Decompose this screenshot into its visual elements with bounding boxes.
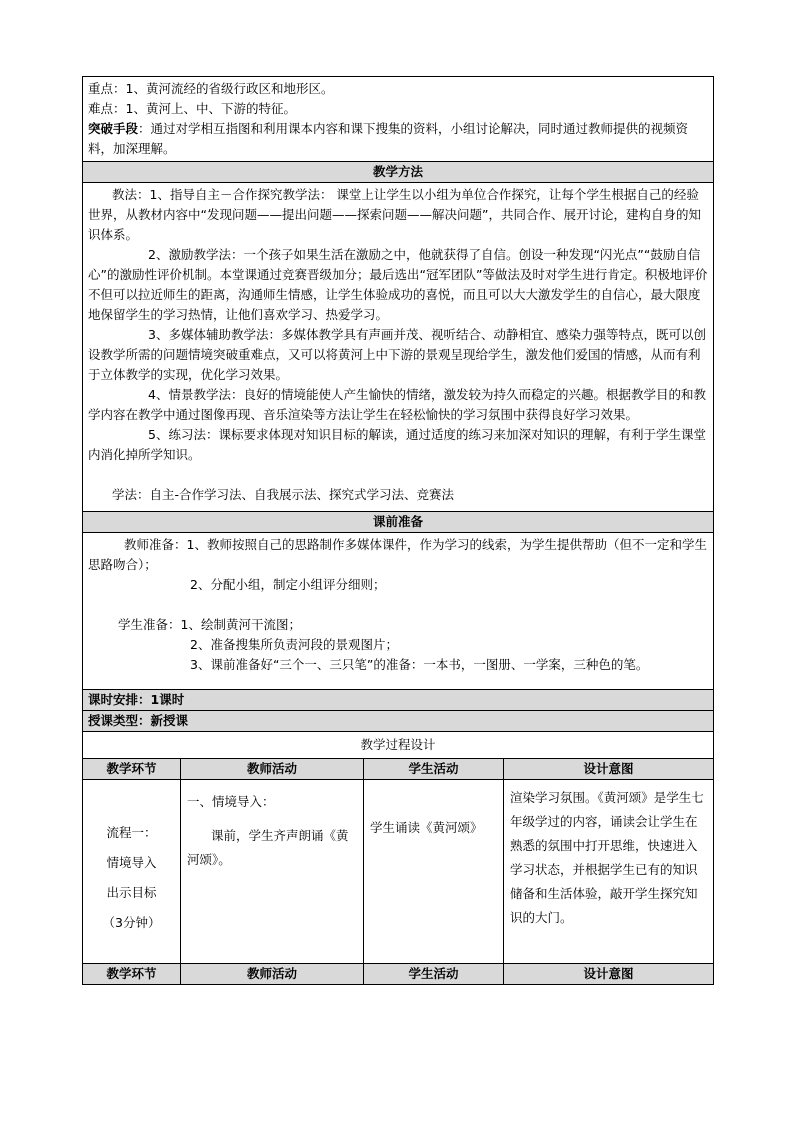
col-footer-student: 学生活动 [364,964,504,985]
methods-title: 教学方法 [83,162,714,183]
prep-body-row [83,533,714,690]
student-prep-2: 2、准备搜集所负责河段的景观图片； [190,637,398,652]
breakthrough-body: ：通过对学相互指图和利用课本内容和课下搜集的资料，小组讨论解决，同时通过教师提供的视频资料，加深理解。 [88,121,689,156]
schedule-row [83,690,714,711]
prep-title: 课前准备 [83,512,714,533]
methods-body-row [83,183,714,512]
student-activity-cell: 学生诵读《黄河颂》 [364,780,504,964]
teacher-prep-1: 教师准备：1、教师按照自己的思路制作多媒体课件，作为学习的线索，为学生提供帮助（但不一定和学生思路吻合）； [88,537,707,572]
student-prep-3: 3、课前准备好“三个一、三只笔”的准备：一本书，一图册、一学案，三种色的笔。 [190,657,649,672]
process-footer-header-row [83,964,714,985]
difficult-point-text: 难点：1、黄河上、中、下游的特征。 [88,101,296,116]
col-footer-stage: 教学环节 [83,964,181,985]
col-header-intent: 设计意图 [504,759,714,780]
student-prep-1: 学生准备：1、绘制黄河干流图； [118,617,301,632]
learning-methods-text: 学法：自主-合作学习法、自我展示法、探究式学习法、竞赛法 [112,487,455,502]
col-header-stage: 教学环节 [83,759,181,780]
key-point-text: 重点：1、黄河流经的省级行政区和地形区。 [88,81,334,96]
stage-line-3: 出示目标 [106,885,157,900]
process-title: 教学过程设计 [83,732,714,759]
method-paragraph-5: 5、练习法：课标要求体现对知识目标的解读，通过适度的练习来加深对知识的理解，有利于学生课堂内消化掉所学知识。 [88,427,706,462]
stage-line-1: 流程一： [106,825,157,840]
breakthrough-label: 突破手段 [88,121,139,136]
method-paragraph-1: 教法：1、指导自主－合作探究教学法： 课堂上让学生以小组为单位合作探究，让每个学生根据自己的经验世界，从教材内容中“发现问题——提出问题——探索问题——解决问题”，共同合作、展开讨论，建构自身的知识体系。 [88,187,701,242]
process-title-row [83,732,714,759]
prep-header-row [83,512,714,533]
col-footer-teacher: 教师活动 [181,964,364,985]
method-paragraph-3: 3、多媒体辅助教学法：多媒体教学具有声画并茂、视听结合、动静相宜、感染力强等特点，既可以创设教学所需的问题情境突破重难点，又可以将黄河上中下游的景观呈现给学生，激发他们爱国的情感，从而有利于立体教学的实现，优化学习效果。 [88,327,706,382]
col-header-student: 学生活动 [364,759,504,780]
methods-header-row [83,162,714,183]
method-paragraph-2: 2、激励教学法：一个孩子如果生活在激励之中，他就获得了自信。创设一种发现“闪光点”“鼓励自信心”的激励性评价机制。本堂课通过竞赛晋级加分；最后选出“冠军团队”等做法及时对学生进行肯定。积极地评价不但可以拉近师生的距离，沟通师生情感，让学生体验成功的喜悦，而且可以大大激发学生的自信心，最大限度地保留学生的学习热情，让他们喜欢学习、热爱学习。 [88,247,708,322]
process-header-row [83,759,714,780]
lesson-plan-table [82,76,714,985]
teacher-activity-cell [181,780,364,964]
design-intent-cell: 渲染学习氛围。《黄河颂》是学生七年级学过的内容，诵读会让学生在熟悉的氛围中打开思维，快速进入学习状态，并根据学生已有的知识储备和生活体验，敲开学生探究知识的大门。 [504,780,714,964]
method-paragraph-4: 4、情景教学法：良好的情境能使人产生愉快的情绪，激发较为持久而稳定的兴趣。根据教学目的和教学内容在教学中通过图像再现、音乐渲染等方法让学生在轻松愉快的学习氛围中获得良好学习效果。 [88,387,706,422]
col-header-teacher: 教师活动 [181,759,364,780]
teacher-activity-heading: 一、情境导入： [187,794,275,809]
stage-line-4: （3分钟） [102,915,161,930]
lesson-type-text: 授课类型：新授课 [83,711,714,732]
lesson-plan-page [82,76,713,985]
stage-cell [83,780,181,964]
teacher-activity-body: 课前，学生齐声朗诵《黄河颂》。 [187,828,349,867]
breakthrough-text [83,119,713,159]
process-row-1 [83,780,714,964]
teacher-prep-2: 2、分配小组，制定小组评分细则； [190,577,386,592]
schedule-text: 课时安排：1课时 [83,690,714,711]
stage-line-2: 情境导入 [106,855,157,870]
col-footer-intent: 设计意图 [504,964,714,985]
key-points-row [83,77,714,162]
lesson-type-row [83,711,714,732]
